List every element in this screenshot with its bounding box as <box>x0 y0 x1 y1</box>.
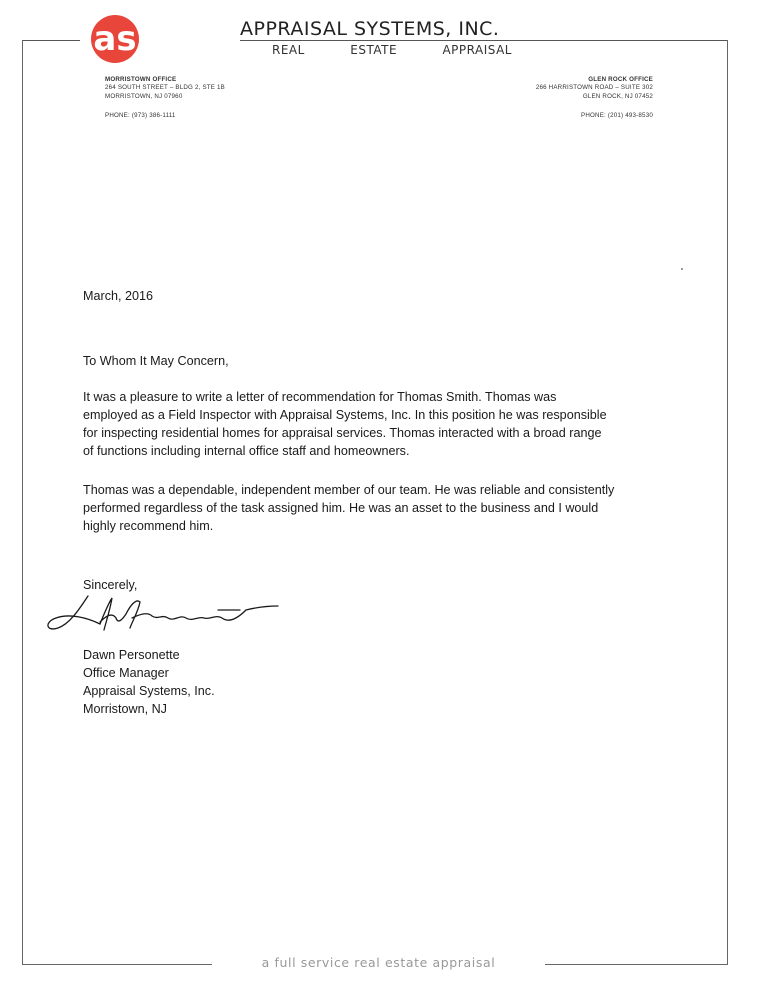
paragraph-line: for inspecting residential homes for appraisal services. Thomas interacted with a broad range <box>83 426 602 440</box>
letter-closing: Sincerely, <box>83 578 138 592</box>
subtitle-word: APPRAISAL <box>442 43 512 57</box>
letter-paragraph-1 <box>83 388 693 460</box>
handwritten-signature <box>40 588 280 638</box>
office-address-line: MORRISTOWN, NJ 07960 <box>105 92 183 100</box>
frame-rule-right <box>727 40 728 964</box>
office-glen-rock <box>536 76 653 101</box>
signer-company: Appraisal Systems, Inc. <box>83 684 215 698</box>
signer-name: Dawn Personette <box>83 648 180 662</box>
company-subtitle <box>272 43 512 57</box>
subtitle-word: ESTATE <box>350 43 398 57</box>
subtitle-word: REAL <box>272 43 305 57</box>
signer-title: Office Manager <box>83 666 169 680</box>
footer-tagline: a full service real estate appraisal <box>261 955 496 970</box>
office-phone: PHONE: (201) 493-8530 <box>581 112 653 119</box>
office-title: GLEN ROCK OFFICE <box>588 76 653 83</box>
logo-text: as <box>93 19 137 59</box>
office-address-line: 266 HARRISTOWN ROAD – SUITE 302 <box>535 84 653 92</box>
paragraph-line: Thomas was a dependable, independent member of our team. He was reliable and consistently <box>83 483 615 497</box>
office-morristown <box>105 76 225 101</box>
paragraph-line: performed regardless of the task assigned him. He was an asset to the business and I would <box>83 501 599 515</box>
frame-rule-left <box>22 40 23 964</box>
office-address-line: GLEN ROCK, NJ 07452 <box>582 92 653 100</box>
company-name: APPRAISAL SYSTEMS, INC. <box>240 18 500 40</box>
frame-rule-top-right <box>240 40 728 41</box>
paragraph-line: employed as a Field Inspector with Appraisal Systems, Inc. In this position he was responsible <box>83 408 607 422</box>
office-title: MORRISTOWN OFFICE <box>105 76 177 83</box>
letter-paragraph-2 <box>83 481 693 535</box>
frame-rule-bottom-left <box>22 964 212 965</box>
scan-fleck <box>681 268 683 270</box>
signature-block <box>83 646 215 718</box>
office-phone: PHONE: (973) 386-1111 <box>105 112 176 119</box>
frame-rule-bottom-right <box>545 964 728 965</box>
office-address-line: 264 SOUTH STREET – BLDG 2, STE 1B <box>105 84 225 92</box>
signer-location: Morristown, NJ <box>83 702 167 716</box>
paragraph-line: highly recommend him. <box>83 519 214 533</box>
company-logo <box>80 14 150 64</box>
letter-date: March, 2016 <box>83 289 154 303</box>
frame-rule-top-left <box>22 40 80 41</box>
paragraph-line: of functions including internal office staff and homeowners. <box>83 444 410 458</box>
letter-salutation: To Whom It May Concern, <box>83 354 229 368</box>
paragraph-line: It was a pleasure to write a letter of recommendation for Thomas Smith. Thomas was <box>83 390 557 404</box>
